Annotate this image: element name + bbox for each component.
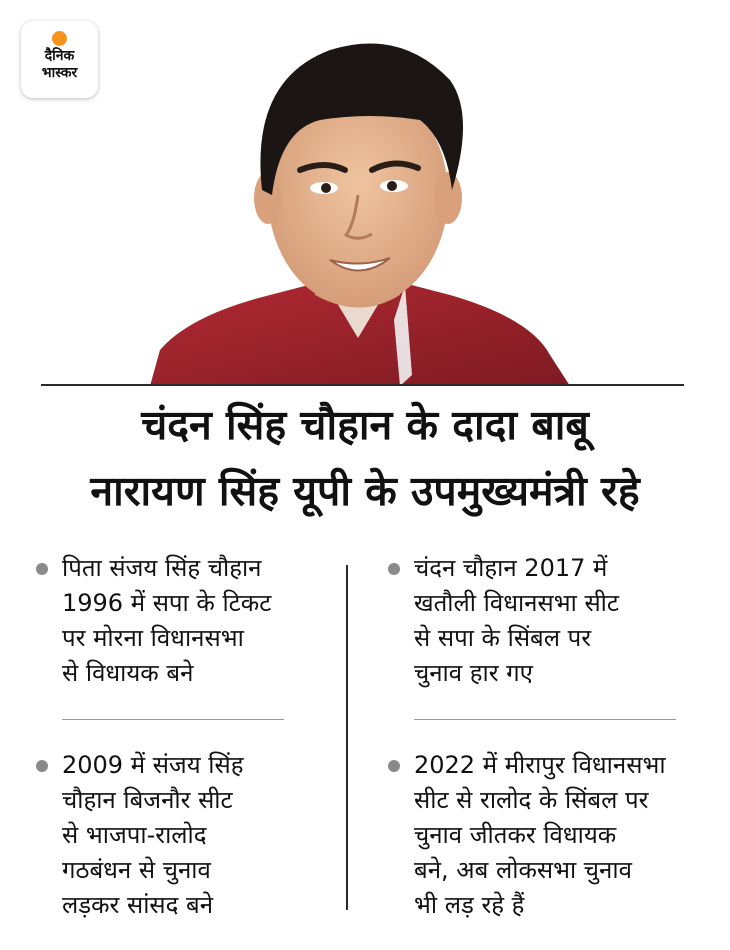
top-divider [41,384,684,386]
list-item [388,748,708,923]
headline [30,392,700,524]
headline-line-2: नारायण सिंह यूपी के उपमुख्यमंत्री रहे [90,467,640,515]
item-text: 2022 में मीरापुर विधानसभा सीट से रालोद के सिंबल पर चुनाव जीतकर विधायक बने, अब लोकसभा चुनाव भी लड़ रहे हैं [414,751,666,919]
column-divider [346,565,348,910]
bullet-icon [388,760,400,772]
list-item [388,551,708,691]
portrait-illustration [150,20,570,386]
list-item [36,551,326,691]
item-divider [414,719,676,720]
headline-line-1: चंदन सिंह चौहान के दादा बाबू [141,401,589,449]
list-item [36,748,326,923]
bullet-icon [36,760,48,772]
bullet-icon [388,563,400,575]
logo-text: दैनिक भास्कर [41,48,78,81]
left-column [36,551,326,923]
bullet-icon [36,563,48,575]
dainik-bhaskar-logo [21,21,98,98]
item-text: 2009 में संजय सिंह चौहान बिजनौर सीट से भाजपा-रालोद गठबंधन से चुनाव लड़कर सांसद बने [62,751,244,919]
portrait-photo [150,20,570,386]
item-text: चंदन चौहान 2017 में खतौली विधानसभा सीट से सपा के सिंबल पर चुनाव हार गए [414,554,619,687]
item-text: पिता संजय सिंह चौहान 1996 में सपा के टिकट पर मोरना विधानसभा से विधायक बने [62,554,272,687]
sun-icon [52,31,67,46]
item-divider [62,719,284,720]
right-column [388,551,708,923]
